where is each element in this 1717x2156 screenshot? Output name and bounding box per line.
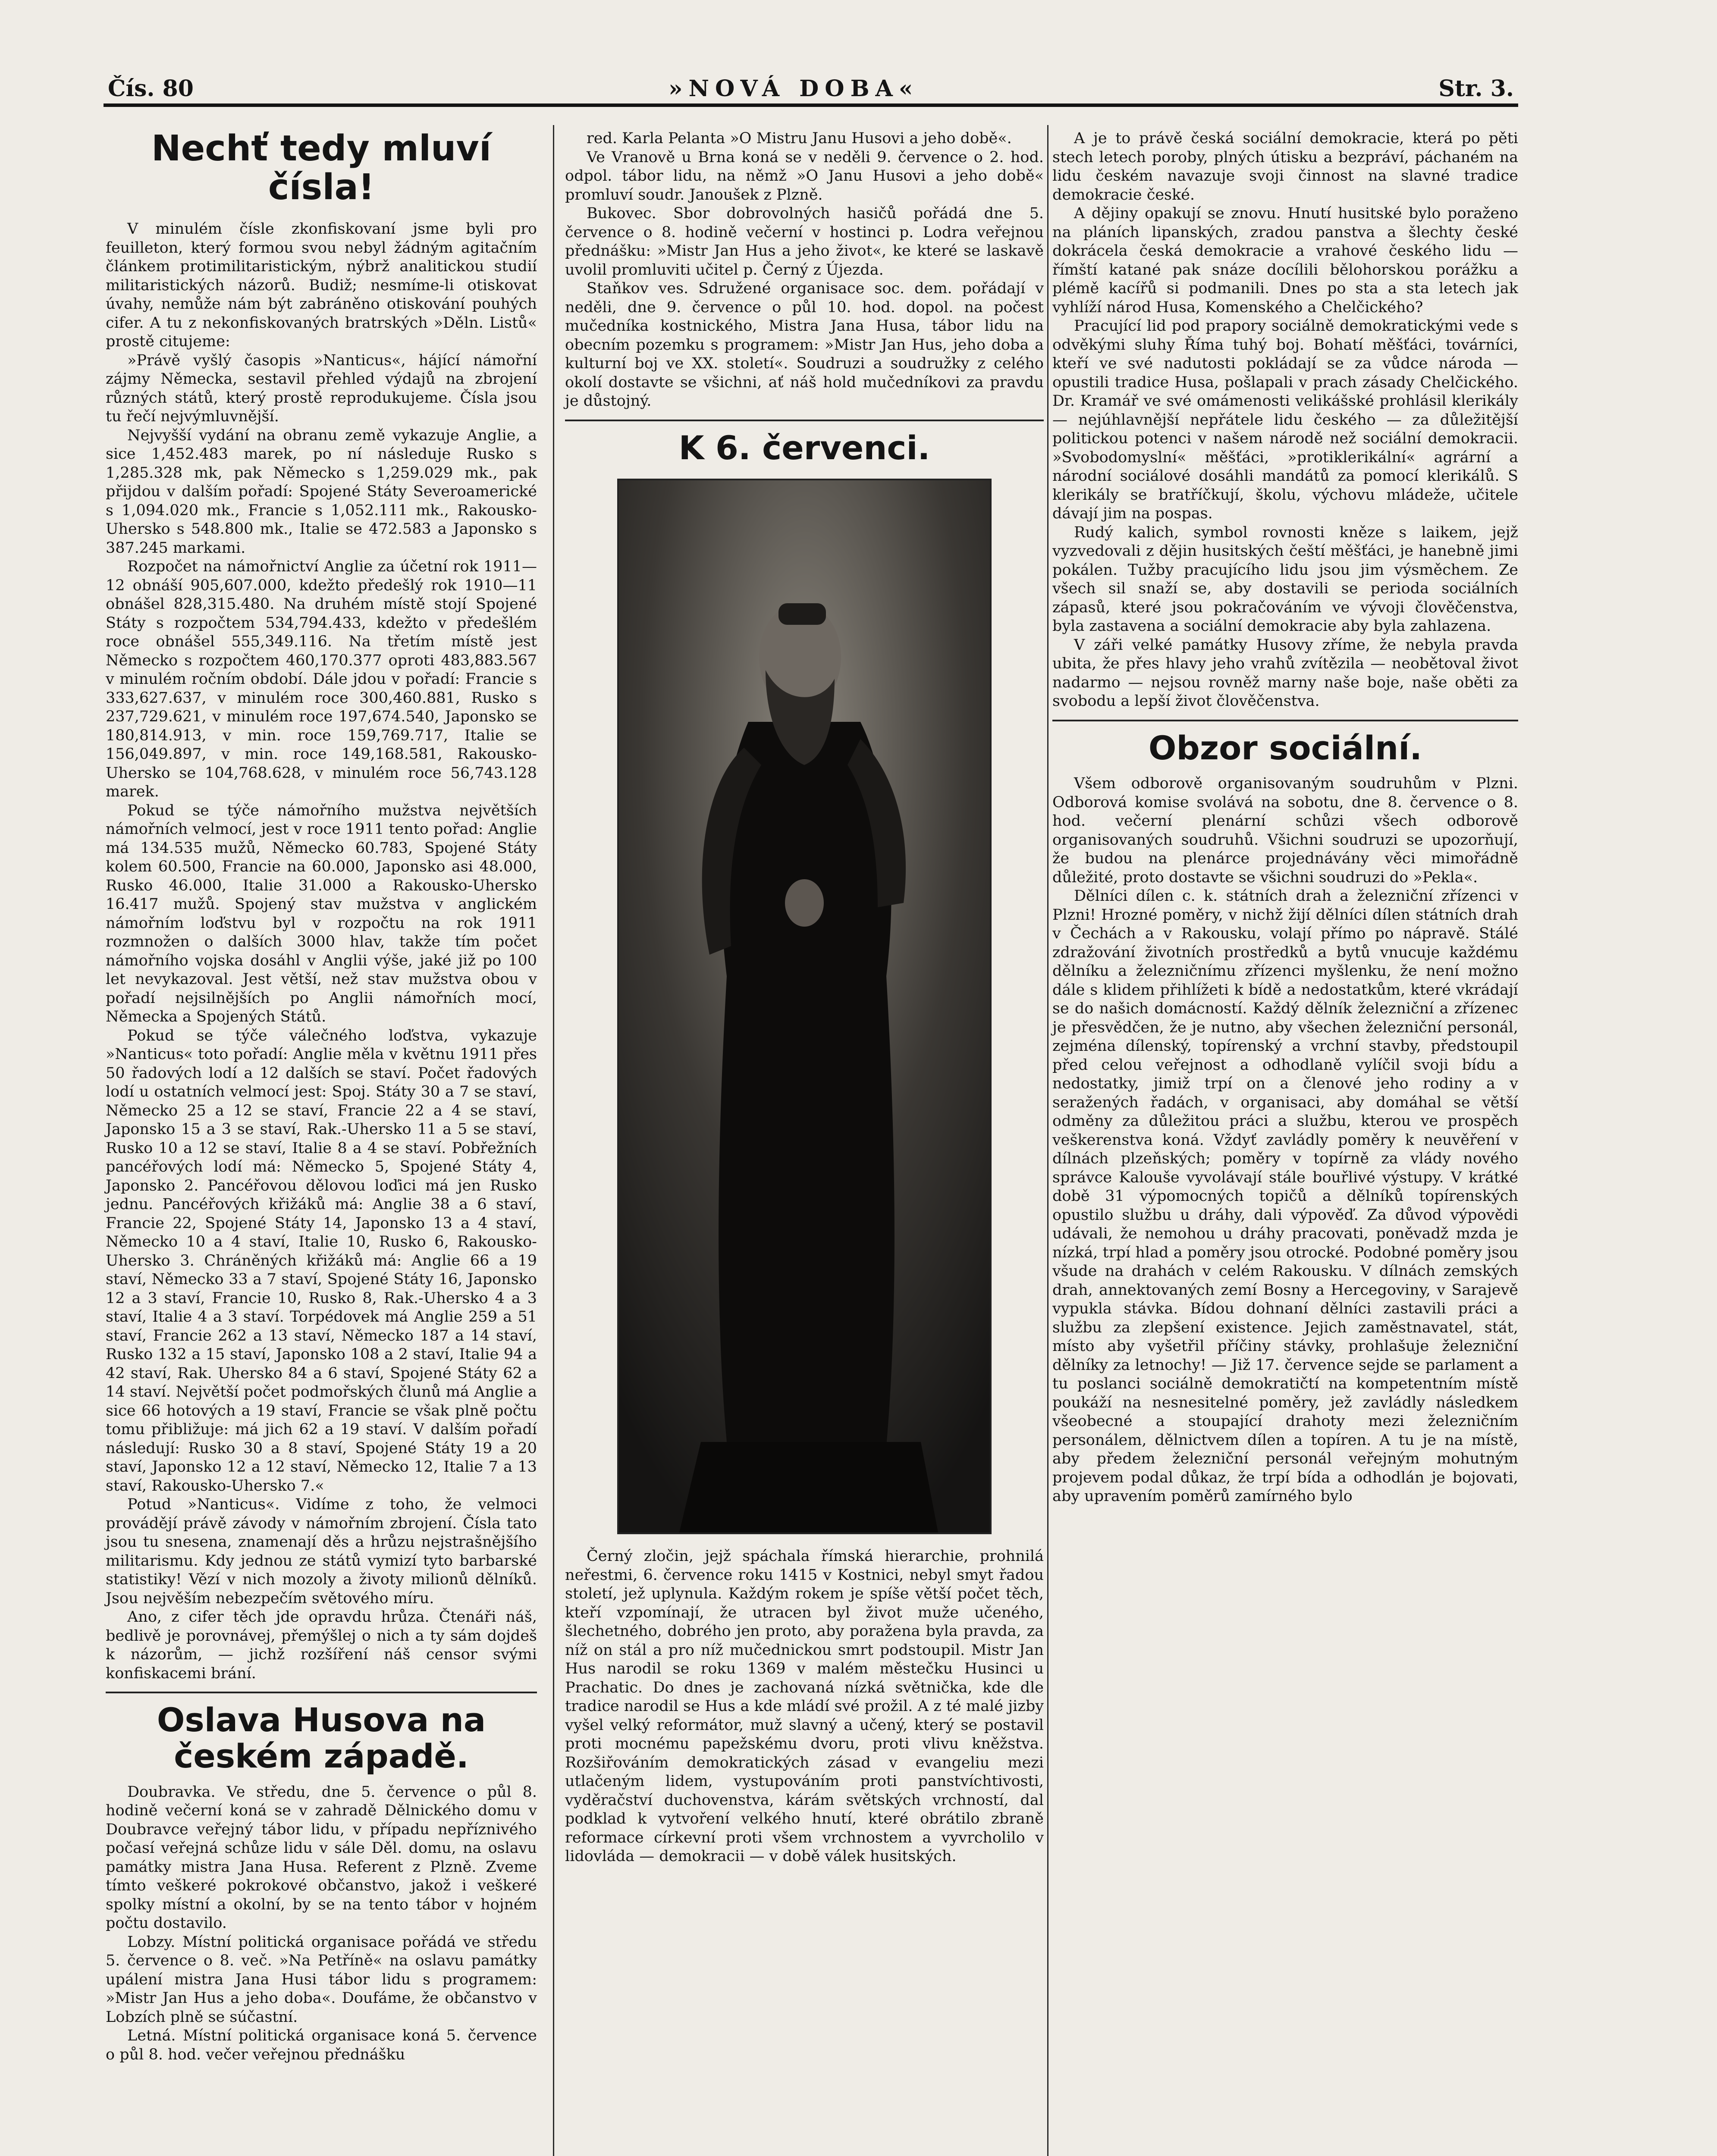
article-paragraph: Doubravka. Ve středu, dne 5. července o půl 8. hodině večerní koná se v zahradě Dělnického domu v Doubravce veřejný tábor lidu, v případu nepříznivého počasí veřejná schůze lidu v sále Děl. domu, na oslavu památky mistra Jana Husa. Referent z Plzně. Zveme tímto veškeré pokrokové občanstvo, jakož i veškeré spolky místní a okolní, by se na tento tábor v hojném počtu dostavilo. (106, 1783, 537, 1932)
article-paragraph: Nejvyšší vydání na obranu země vykazuje Anglie, a sice 1,452.483 marek, po ní následuje Rusko s 1,285.328 mk, pak Německo s 1,259.029 mk., pak přijdou v dalším pořadí: Spojené Státy Severoamerické s 1,094.020 mk., Francie s 1,052.111 mk., Rakousko-Uhersko s 548.800 mk., Italie se 472.583 a Japonsko s 387.245 markami. (106, 426, 537, 557)
article-paragraph: Ve Vranově u Brna koná se v neděli 9. července o 2. hod. odpol. tábor lidu, na němž »O Janu Husovi a jeho době« promluví soudr. Janoušek z Plzně. (565, 148, 1044, 204)
issue-number: Čís. 80 (108, 75, 194, 102)
article-paragraph: Pracující lid pod prapory sociálně demokratickými vede s odvěkými sluhy Říma tuhý boj. Bohatí měšťáci, továrníci, kteří ve své nadutosti pokládají se za vůdce národa — opustili tradice Husa, pošlapali v prach zásady Chelčického. Dr. Kramář ve své omámenosti velikášské prohlásil klerikály — nejúhlavnější nepřátele lidu českého — za důležitější politickou potenci v našem národě než sociální demokracii. »Svobodomyslní« měšťáci, »protiklerikální« agrární a národní sociálové dosáhli mandátů za pomocí klerikálů. S klerikály se bratříčkují, školu, výchovu mládeže, učitele dávají jim na pospas. (1052, 317, 1518, 522)
article-headline: Oslava Husova na českém západě. (157, 1701, 486, 1775)
masthead-title: »NOVÁ DOBA« (669, 75, 919, 102)
article-paragraph: Všem odborově organisovaným soudruhům v Plzni. Odborová komise svolává na sobotu, dne 8. července o 8. hod. večerní plenární schůzi všech odborově organisovaných soudruhů. Všichni soudruzi se upozorňují, že budou na plenárce projednávány věci mimořádně důležité, proto dostavte se všichni soudruzi do »Pekla«. (1052, 775, 1518, 886)
article-paragraph: Potud »Nanticus«. Vidíme z toho, že velmoci provádějí právě závody v námořním zbrojení. Čísla tato jsou tu snesena, znamenají děs a hrůzu nejstrašnějšího militarismu. Kdy jednou ze států vymizí tyto barbarské statistiky! Vězí v nich mozoly a životy milionů dělníků. Jsou nejvěším nebezpečím světového míru. (106, 1496, 537, 1607)
article-paragraph: Bukovec. Sbor dobrovolných hasičů pořádá dne 5. července o 8. hodině večerní v hostinci p. Lodra veřejnou přednášku: »Mistr Jan Hus a jeho život«, ke které se laskavě uvolil promluviti učitel p. Černý z Újezda. (565, 205, 1044, 279)
article-paragraph: Lobzy. Místní politická organisace pořádá ve středu 5. července o 8. več. »Na Petříně« na oslavu památky upálení mistra Jana Husi tábor lidu s programem: »Mistr Jan Hus a jeho doba«. Doufáme, že občanstvo v Lobzích plně se súčastní. (106, 1933, 537, 2026)
article-paragraph: V minulém čísle zkonfiskovaní jsme byli pro feuilleton, který formou svou nebyl žádným agitačním článkem protimilitaristickým, nýbrž analitickou studií militaristických názorů. Budiž; nesmíme-li otiskovat úvahy, nemůže nám být zabráněno otiskování pouhých cifer. A tu z nekonfiskovaných bratrských »Děln. Listů« prostě citujeme: (106, 220, 537, 351)
article-paragraph: Ano, z cifer těch jde opravdu hrůza. Čtenáři náš, bedlivě je porovnávej, přemýšlej o nich a ty sám dojdeš k názorům, — jichž rozšíření náš censor svými konfiskacemi brání. (106, 1608, 537, 1682)
article-paragraph: Pokud se týče válečného loďstva, vykazuje »Nanticus« toto pořadí: Anglie měla v květnu 1911 přes 50 řadových lodí a 12 dalších se staví. Počet řadových lodí u ostatních velmocí jest: Spoj. Státy 30 a 7 se staví, Německo 25 a 12 se staví, Francie 22 a 4 se staví, Japonsko 15 a 3 se staví, Rak.-Uhersko 11 a 5 se staví, Rusko 10 a 12 se staví, Italie 8 a 4 se staví. Pobřežních pancéřových lodí má: Německo 5, Spojené Státy 4, Japonsko 2. Pancéřovou dělovou loďici má jen Rusko jednu. Pancéřových křižáků má: Anglie 38 a 6 staví, Francie 22, Spojené Státy 14, Japonsko 13 a 4 staví, Německo 10 a 4 staví, Italie 10, Rusko 6, Rakousko-Uhersko 3. Chráněných křižáků má: Anglie 66 a 19 staví, Německo 33 a 7 staví, Spojené Státy 16, Japonsko 12 a 3 staví, Francie 10, Rusko 8, Rak.-Uhersko 4 a 3 staví, Italie 4 a 3 staví. Torpédovek má Anglie 259 a 51 staví, Francie 262 a 13 staví, Německo 187 a 14 staví, Rusko 132 a 15 staví, Japonsko 108 a 2 staví, Italie 94 a 42 staví, Rak. Uhersko 84 a 6 staví, Spojené Státy 62 a 14 staví. Největší počet podmořských člunů má Anglie a sice 66 hotových a 19 staví, Francie se však plně počtu tomu přibližuje: má jich 62 a 19 staví. V dalším pořadí následují: Rusko 30 a 8 staví, Spojené Státy 19 a 20 staví, Japonsko 12 a 12 staví, Německo 12, Italie 7 a 13 staví, Rakousko-Uhersko 7.« (106, 1027, 537, 1495)
article-paragraph: A je to právě česká sociální demokracie, která po pěti stech letech poroby, plných útisku a bezpráví, páchaném na lidu českém navazuje svoji činnost na slavné tradice demokracie české. (1052, 130, 1518, 204)
article-paragraph: Pokud se týče námořního mužstva největších námořních velmocí, jest v roce 1911 tento pořad: Anglie má 134.535 mužů, Německo 60.783, Spojené Státy kolem 60.500, Francie na 60.000, Japonsko asi 48.000, Rusko 46.000, Italie 31.000 a Rakousko-Uhersko 16.417 mužů. Spojený stav mužstva v anglickém námořním loďstvu byl v rozpočtu na rok 1911 rozmnožen o dalších 3000 hlav, takže tím počet námořního vojska dosáhl v Anglii výše, jaké již po 100 let nevykazoval. Jest větší, než stav mužstva obou v pořadí nejsilnějších po Anglii námořních mocí, Německa a Spojených Států. (106, 802, 537, 1026)
article-paragraph: A dějiny opakují se znovu. Hnutí husitské bylo poraženo na pláních lipanských, zradou panstva a šlechty české dokrácela česká demokracie a vrahové českého lidu — římští katané pak snáze docílili bělohorskou porážku a plémě kacířů si podmanili. Dnes po sta a sta letech jak vyhlíží národ Husa, Komenského a Chelčického? (1052, 205, 1518, 316)
column-right (1052, 129, 1518, 1506)
article-paragraph: »Právě vyšlý časopis »Nanticus«, hájící námořní zájmy Německa, sestavil přehled výdajů na zbrojení různých států, který prostě reprodukujeme. Čísla jsou tu řečí nejvýmluvnější. (106, 351, 537, 426)
article-headline: Nechť tedy mluví čísla! (151, 128, 491, 208)
article-paragraph: Staňkov ves. Sdružené organisace soc. dem. pořádají v neděli, dne 9. července o půl 10. hod. dopol. na počest mučedníka kostnického, Mistra Jana Husa, tábor lidu na obecním pozemku s programem: »Mistr Jan Hus, jeho doba a kulturní boj ve XX. století«. Soudruzi a soudružky z celého okolí dostavte se všichni, ať náš hold mučedníkovi za pravdu je důstojný. (565, 280, 1044, 410)
column-left (106, 129, 537, 2064)
column-divider (553, 125, 554, 2156)
page-number: Str. 3. (1438, 75, 1514, 102)
article-paragraph: red. Karla Pelanta »O Mistru Janu Husovi a jeho době«. (587, 130, 1012, 147)
column-divider (1047, 125, 1048, 2156)
article-headline: K 6. červenci. (678, 428, 930, 467)
portrait-illustration (619, 480, 990, 1532)
article-paragraph: V záři velké památky Husovy zříme, že nebyla pravda ubita, že přes hlavy jeho vrahů zvítězila — neobětoval život nadarmo — nejsou rovněž marny naše boje, naše oběti za svobodu a lepší život člověčenstva. (1052, 636, 1518, 710)
article-headline: Obzor sociální. (1148, 728, 1422, 767)
jan-hus-portrait (617, 479, 992, 1534)
column-middle (565, 129, 1044, 1866)
article-paragraph: Černý zločin, jejž spáchala římská hierarchie, prohnilá neřestmi, 6. července roku 1415 v Kostnici, nebyl smyt řadou století, jež uplynula. Každým rokem je spíše větší počet těch, kteří vzpomínají, že utracen byl život muže učeného, šlechetného, dobrého jen proto, aby poražena byla pravda, za níž on stál a pro níž mučednickou smrt podstoupil. Mistr Jan Hus narodil se roku 1369 v malém městečku Husinci u Prachatic. Do dnes je zachovaná nízká světnička, kde dle tradice narodil se Hus a kde mládí své prožil. A z té malé jizby vyšel velký reformátor, muž slavný a učený, který se postavil proti mocnému papežskému dvoru, proti vlivu kněžstva. Rozšiřováním demokratických zásad v evangeliu mezi utlačeným lidem, vystupováním proti panstvíchtivosti, vyděračství duchovenstva, kárám světských vrchností, dal podklad k vytvoření velkého hnutí, které obrátilo zbraně reformace církevní proti všem vrchnostem a vyvrcholilo v lidovláda — demokracii — v době válek husitských. (565, 1548, 1044, 1865)
article-paragraph: Rudý kalich, symbol rovnosti kněze s laikem, jejž vyzvedovali z dějin husitských čeští měšťáci, je hanebně jimi pokálen. Tužby pracujícího lidu jsou jim výsměchem. Ze všech sil snaží se, aby dostavili se perioda sociálních zápasů, které jsou pokračováním ve vývoji člověčenstva, byla zastavena a sociální demokracie aby byla zahlazena. (1052, 523, 1518, 635)
section-divider (565, 420, 1044, 421)
article-paragraph: Letná. Místní politická organisace koná 5. července o půl 8. hod. večer veřejnou přednášku (106, 2027, 537, 2063)
section-divider (1052, 720, 1518, 721)
header-rule (104, 103, 1518, 107)
article-paragraph: Rozpočet na námořnictví Anglie za účetní rok 1911—12 obnáší 905,607.000, kdežto předešlý rok 1910—11 obnášel 828,315.480. Na druhém místě stojí Spojené Státy s rozpočtem 534,794.433, kdežto v předešlém roce obnášel 555,349.116. Na třetím místě jest Německo s rozpočtem 460,170.377 oproti 483,883.567 v minulém ročním období. Dále jdou v pořadí: Francie s 333,627.637, v minulém roce 300,460.881, Rusko s 237,729.621, v minulém roce 197,674.540, Japonsko se 180,814.913, v min. roce 159,769.717, Italie se 156,049.897, v min. roce 149,168.581, Rakousko-Uhersko se 104,768.628, v minulém roce 56,743.128 marek. (106, 558, 537, 801)
article-paragraph: Dělníci dílen c. k. státních drah a železniční zřízenci v Plzni! Hrozné poměry, v nichž žijí dělníci dílen státních drah v Čechách a v Rakousku, volají přímo po nápravě. Stálé zdražování životních prostředků a bytů vnucuje každému dělníku a železničnímu zřízenci myšlenku, že není možno dále s klidem přihlížeti k bídě a nedostatkům, které vkrádají se do našich domácností. Každý dělník železniční a zřízenec je přesvědčen, že je nutno, aby všechen železniční personál, zejména dílenský, topírenský a vrchní stavby, předstoupil před celou veřejnost a odhodlaně vylíčil svoji bídu a nedostatky, jimiž trpí on a členové jeho rodiny a v seražených řadách, v organisaci, aby domáhal se větší odměny za důležitou práci a službu, kterou ve prospěch veškerenstva koná. Vždyť zavládly poměry k neuvěření v dílnách plzeňských; poměry v topírně za vlády nového správce Kalouše vyvolávají stále bouřlivé výstupy. V krátké době 31 výpomocných topičů a dělníků topírenských opustilo službu u dráhy, dali výpověď. Za důvod výpovědi udávali, že nemohou u dráhy pracovati, poněvadž mzda je nízká, trpí hlad a poměry jsou otrocké. Podobné poměry jsou všude na drahách v celém Rakousku. V dílnách zemských drah, annektovaných zemí Bosny a Hercegoviny, v Sarajevě vypukla stávka. Bídou dohnaní dělníci zastavili práci a službu za zlepšení existence. Jejich zaměstnavatel, stát, místo aby vyšetřil příčiny stávky, prohlašuje železniční dělníky za letnochy! — Již 17. července sejde se parlament a tu poslanci sociálně demokratičtí na kompetentním místě poukáží na nesnesitelné poměry, jež zavládly následkem všeobecné a stoupající drahoty mezi železničním personálem, dělnictvem dílen a topíren. A tu je na místě, aby předem železniční personál veřejným mohutným projevem podal důkaz, že trpí bída a odhodlán je bojovati, aby upravením poměrů zamírného bylo (1052, 887, 1518, 1505)
section-divider (106, 1692, 537, 1693)
